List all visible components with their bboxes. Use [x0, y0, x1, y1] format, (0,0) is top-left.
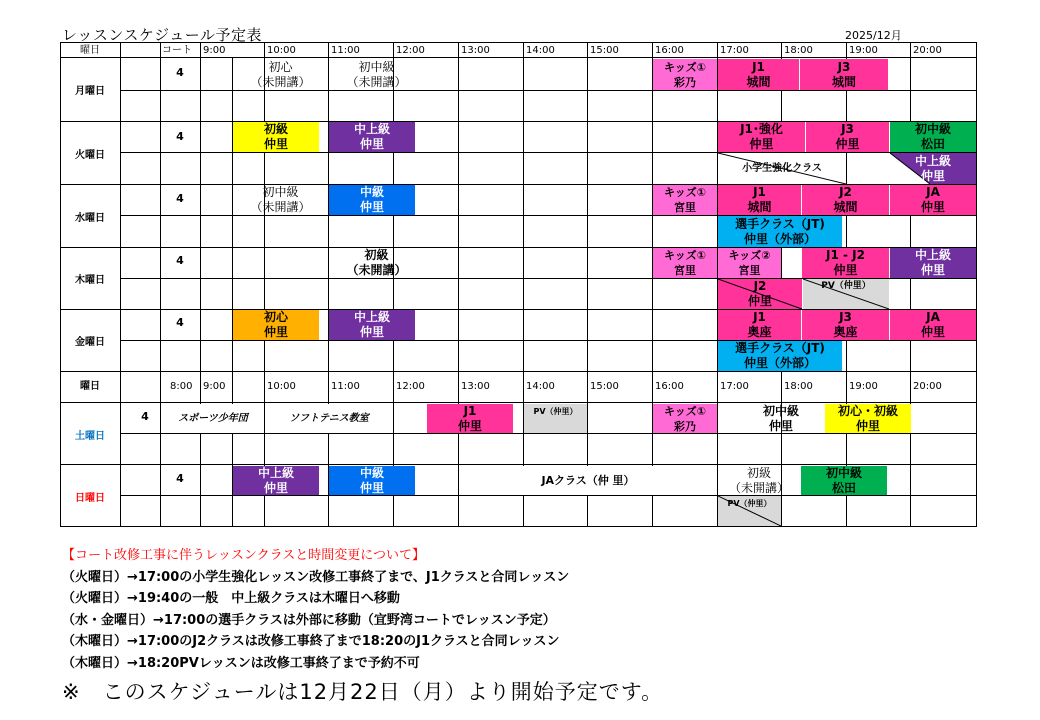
note-line: （水・金曜日）→17:00の選手クラスは外部に移動（宜野湾コートでレッスン予定）: [62, 612, 556, 628]
day-wednesday: 水曜日: [75, 213, 105, 224]
court-number: 4: [176, 130, 184, 143]
class-block: J1 仲里: [427, 404, 513, 433]
class-block: 選手クラス（JT) 仲里（外部）: [718, 216, 842, 247]
class-block: J3 仲里: [806, 122, 889, 152]
header2-time: 20:00: [913, 381, 942, 392]
header2-time: 18:00: [784, 381, 813, 392]
class-block: 初級 （未開講）: [346, 248, 407, 277]
header2-time: 13:00: [461, 381, 490, 392]
day-thursday: 木曜日: [75, 275, 105, 286]
header2-time: 11:00: [331, 381, 360, 392]
note-line: （木曜日）→18:20PVレッスンは改修工事終了まで予約不可: [62, 655, 420, 671]
header-time: 18:00: [784, 45, 813, 56]
header2-time: 19:00: [849, 381, 878, 392]
class-block: PV（仲里）: [524, 404, 587, 433]
court-number: 4: [141, 410, 149, 423]
class-block: 初心 （未開講）: [250, 59, 311, 89]
page-title: レッスンスケジュール予定表: [62, 26, 263, 44]
header-time: 12:00: [396, 45, 425, 56]
header-court: コート: [162, 45, 192, 56]
header-time: 15:00: [590, 45, 619, 56]
court-number: 4: [176, 192, 184, 205]
class-block: 中上級 仲里: [329, 122, 415, 152]
class-block: 初中級 （未開講）: [346, 59, 407, 89]
class-block: 中級 仲里: [329, 185, 415, 215]
class-block: PV（仲里）: [718, 496, 781, 526]
class-block: 初級 仲里: [233, 122, 319, 152]
court-number: 4: [176, 472, 184, 485]
class-block: J2 仲里: [718, 279, 802, 309]
class-block: 初心 仲里: [233, 310, 319, 340]
class-block: 初級 （未開講）: [728, 466, 789, 495]
header2-time: 9:00: [203, 381, 226, 392]
class-block: キッズ① 宮里: [653, 248, 717, 278]
class-block: J2 城間: [802, 185, 889, 215]
court-number: 4: [176, 316, 184, 329]
class-block: J1･強化 仲里: [718, 122, 805, 152]
day-monday: 月曜日: [75, 86, 105, 97]
class-block: 選手クラス（JT) 仲里（外部）: [718, 341, 842, 371]
start-notice: ※ このスケジュールは12月22日（月）より開始予定です。: [62, 680, 664, 704]
header-time: 10:00: [267, 45, 296, 56]
class-block: J1 城間: [718, 185, 801, 215]
day-tuesday: 火曜日: [75, 150, 105, 161]
class-block: 初中級 仲里: [762, 404, 799, 433]
note-line: （木曜日）→17:00のJ2クラスは改修工事終了まで18:20のJ1クラスと合同レッスン: [62, 634, 560, 649]
class-block: キッズ② 宮里: [718, 248, 781, 278]
class-block: 初中級 （未開講）: [250, 185, 311, 214]
note-line: （火曜日）→17:00の小学生強化レッスン改修工事終了まで、J1クラスと合同レッスン: [62, 569, 570, 585]
header-time: 13:00: [461, 45, 490, 56]
header2-time: 10:00: [267, 381, 296, 392]
notes: [62, 545, 569, 674]
day-saturday: 土曜日: [75, 431, 105, 442]
header2-time: 14:00: [526, 381, 555, 392]
class-block: JAクラス（仲 里）: [459, 466, 717, 495]
class-block: 小学生強化クラス: [718, 153, 846, 184]
class-block: J1 - J2 仲里: [802, 248, 889, 278]
day-friday: 金曜日: [75, 337, 105, 348]
class-block: JA 仲里: [890, 185, 976, 215]
header-time: 20:00: [913, 45, 942, 56]
class-block: キッズ① 宮里: [653, 185, 717, 215]
class-block: 中上級 仲里: [890, 153, 976, 184]
class-block: 初心・初級 仲里: [825, 404, 911, 433]
class-block: J1 城間: [718, 59, 799, 90]
class-block: JA 仲里: [890, 310, 976, 340]
header2-day: 曜日: [80, 381, 100, 392]
class-block: J3 奥座: [802, 310, 889, 340]
notes-heading: 【コート改修工事に伴うレッスンクラスと時間変更について】: [62, 548, 425, 563]
court-number: 4: [176, 66, 184, 79]
class-block: 初中級 松田: [890, 122, 976, 152]
day-sunday: 日曜日: [75, 493, 105, 504]
class-block: 中上級 仲里: [233, 466, 319, 495]
note-line: （火曜日）→19:40の一般 中上級クラスは木曜日へ移動: [62, 591, 400, 606]
header-day: 曜日: [80, 45, 100, 56]
class-block: キッズ① 彩乃: [653, 59, 717, 90]
class-block: J3 城間: [800, 59, 888, 90]
header-time: 14:00: [526, 45, 555, 56]
header-time: 9:00: [203, 45, 226, 56]
header2-time: 15:00: [590, 381, 619, 392]
class-block: スポーツ少年団: [162, 404, 264, 433]
class-block: キッズ① 彩乃: [653, 404, 717, 433]
schedule-month: 2025/12月: [845, 29, 902, 42]
header-time: 17:00: [720, 45, 749, 56]
header2-time: 17:00: [720, 381, 749, 392]
class-block: 中級 仲里: [329, 466, 415, 495]
header-time: 11:00: [331, 45, 360, 56]
header2-time: 16:00: [655, 381, 684, 392]
header-time: 19:00: [849, 45, 878, 56]
class-block: 中上級 仲里: [890, 248, 976, 278]
class-block: 初中級 松田: [801, 466, 887, 495]
header2-time: 12:00: [396, 381, 425, 392]
class-block: J1 奥座: [718, 310, 801, 340]
header-time: 16:00: [655, 45, 684, 56]
class-block: ソフトテニス教室: [265, 404, 393, 433]
court-number: 4: [176, 254, 184, 267]
class-block: 中上級 仲里: [329, 310, 415, 340]
class-block: PV（仲里）: [803, 279, 889, 309]
header2-time: 8:00: [170, 381, 193, 392]
